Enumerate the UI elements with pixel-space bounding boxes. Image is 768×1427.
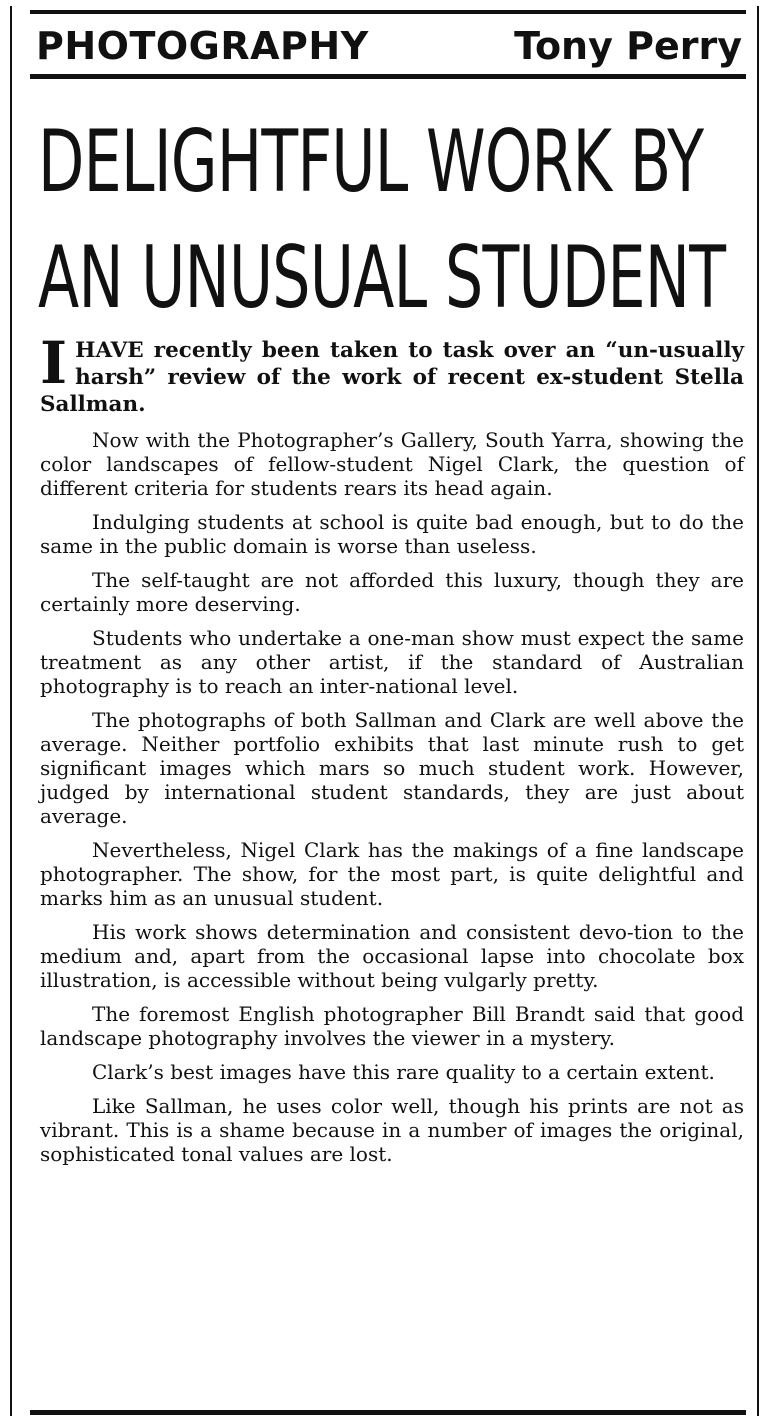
lede-text: HAVE recently been taken to task over an “un-usually harsh” review of the work of recent ex-student Stella Sallman. bbox=[40, 338, 744, 417]
paragraph-9: Clark’s best images have this rare quality to a certain extent. bbox=[92, 1060, 715, 1084]
top-rule bbox=[30, 10, 746, 14]
left-border bbox=[10, 6, 12, 1416]
paragraph-6: Nevertheless, Nigel Clark has the makings of a fine landscape photographer. The show, for the most part, is quite delightful and marks him as an unusual student. bbox=[40, 838, 744, 910]
lede-paragraph bbox=[40, 329, 744, 418]
section-label: PHOTOGRAPHY bbox=[36, 24, 369, 68]
right-border bbox=[757, 6, 759, 1416]
byline: Tony Perry bbox=[514, 24, 742, 68]
paragraph-2: Indulging students at school is quite bad enough, but to do the same in the public domain is worse than useless. bbox=[40, 510, 744, 558]
headline bbox=[38, 104, 726, 336]
paragraph-1: Now with the Photographer’s Gallery, South Yarra, showing the color landscapes of fellow-student Nigel Clark, the question of different criteria for students rears its head again. bbox=[40, 428, 744, 500]
paragraph-3: The self-taught are not afforded this luxury, though they are certainly more deserving. bbox=[40, 568, 744, 616]
bottom-rule bbox=[30, 1410, 746, 1415]
column-header bbox=[36, 20, 744, 72]
paragraph-10: Like Sallman, he uses color well, though his prints are not as vibrant. This is a shame because in a number of images the original, sophisticated tonal values are lost. bbox=[40, 1094, 744, 1166]
article-body bbox=[40, 329, 744, 1176]
headline-line-2: AN UNUSUAL STUDENT bbox=[38, 228, 726, 328]
drop-cap: I bbox=[40, 329, 68, 397]
paragraph-5: The photographs of both Sallman and Clark are well above the average. Neither portfolio exhibits that last minute rush to get significant images which mars so much student work. However, judged by international student standards, they are just about average. bbox=[40, 708, 744, 828]
paragraph-7: His work shows determination and consistent devo-tion to the medium and, apart from the occasional lapse into chocolate box illustration, is accessible without being vulgarly pretty. bbox=[40, 920, 744, 992]
headline-line-1: DELIGHTFUL WORK BY bbox=[38, 112, 704, 212]
paragraph-4: Students who undertake a one-man show must expect the same treatment as any other artist, if the standard of Australian photography is to reach an inter-national level. bbox=[40, 626, 744, 698]
paragraph-8: The foremost English photographer Bill Brandt said that good landscape photography involves the viewer in a mystery. bbox=[40, 1002, 744, 1050]
header-rule bbox=[30, 74, 746, 79]
